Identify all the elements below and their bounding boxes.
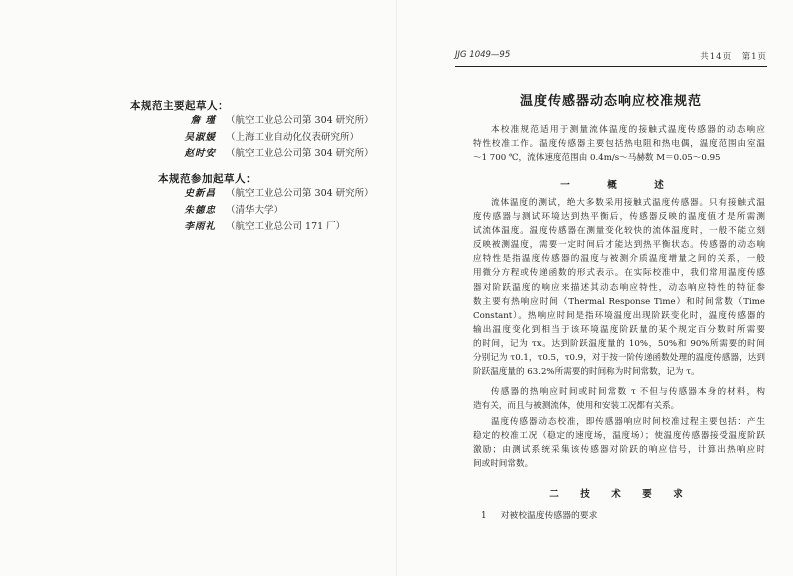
sub-item-text: 对被校温度传感器的要求 — [500, 511, 598, 521]
drafter-row — [176, 202, 374, 219]
drafter-row — [176, 129, 374, 146]
drafter-row — [176, 112, 374, 129]
text-line: 反映被测温度，需要一定时间后才能达到热平衡状态。传感器的动态响 — [473, 240, 765, 251]
drafter-org: （航空工业总公司第 304 研究所） — [226, 188, 374, 199]
section-1-title: 一 概 述 — [560, 180, 678, 191]
drafter-org: （航空工业总公司第 304 研究所） — [226, 148, 374, 159]
doc-code: JJG 1049—95 — [455, 50, 511, 60]
text-line: 流体温度的测试，绝大多数采用接触式温度传感器。只有接触式温 — [491, 198, 765, 208]
drafter-org: （清华大学） — [226, 204, 284, 216]
main-drafters-list — [176, 112, 374, 162]
drafter-org: （航空工业总公司 171 厂） — [226, 221, 346, 232]
drafter-name: 詹 瑾 — [190, 115, 216, 126]
overview-paragraph-1 — [473, 196, 765, 379]
text-line: 本校准规范适用于测量流体温度的接触式温度传感器的动态响应 — [491, 125, 765, 135]
drafter-org: （航空工业总公司第 304 研究所） — [226, 115, 374, 126]
drafter-row — [176, 145, 374, 162]
drafter-name: 李雨礼 — [184, 221, 216, 232]
section-2-title: 二 技 术 要 求 — [549, 489, 689, 500]
intro-paragraph — [473, 123, 765, 165]
text-line: 阶跃温度量的 63.2%所需要的时间称为时间常数，记为 τ。 — [473, 367, 700, 378]
text-line: ～1 700 ℃，流体速度范围由 0.4m/s～马赫数 M＝0.05～0.95 — [473, 153, 721, 164]
text-line: 的时间，记为 τx。达到阶跃温度量的 10%，50%和 90%所需要的时间 — [473, 338, 765, 349]
drafter-row — [176, 218, 374, 235]
text-line: 特性校准工作。温度传感器主要包括热电阻和热电偶，温度范围由室温 — [473, 139, 765, 150]
left-page — [0, 0, 396, 576]
participating-drafters-heading: 本规范参加起草人： — [158, 173, 257, 185]
drafter-org: （上海工业自动化仪表研究所） — [226, 131, 360, 143]
page-info: 共14页 第1页 — [700, 52, 767, 62]
text-line: 用微分方程或传递函数的形式表示。在实际校准中，我们常用温度传感 — [473, 268, 765, 279]
main-drafters-heading: 本规范主要起草人： — [130, 100, 229, 112]
text-line: 度传感器与测试环境达到热平衡后，传感器反映的温度值才是所需测 — [473, 212, 765, 223]
text-line: 试流体温度。温度传感器在测量变化较快的流体温度时，一般不能立刻 — [473, 226, 765, 237]
drafter-name: 赵时安 — [184, 148, 216, 159]
text-line: 温度传感器动态校准，即传感器响应时间校准过程主要包括：产生 — [491, 417, 765, 427]
drafter-name: 吴淑媛 — [184, 131, 216, 143]
overview-paragraph-3 — [473, 415, 765, 471]
text-line: 应特性是指温度传感器的温度与被测介质温度增量之间的关系，一般 — [473, 254, 765, 265]
text-line: 稳定的校准工况（稳定的速度场，温度场）；使温度传感器接受温度阶跃 — [473, 431, 765, 442]
text-line: Constant）。热响应时间是指环境温度出现阶跃变化时，温度传感器的 — [473, 310, 765, 321]
text-line: 输出温度变化到相当于该环境温度阶跃量的某个规定百分数时所需要 — [473, 324, 765, 335]
drafter-name: 史新昌 — [184, 188, 216, 199]
text-line: 激励；由测试系统采集该传感器对阶跃的响应信号，计算出热响应时 — [473, 445, 765, 456]
header-rule — [455, 66, 767, 67]
running-header — [455, 50, 767, 64]
participating-drafters-list — [176, 185, 374, 235]
text-line: 造有关，而且与被测流体，使用和安装工况都有关系。 — [473, 401, 680, 412]
sub-item-1 — [481, 508, 597, 521]
sub-item-number: 1 — [481, 511, 487, 521]
drafter-row — [176, 185, 374, 202]
overview-paragraph-2 — [473, 385, 765, 413]
text-line: 器对阶跃温度的响应来描述其动态响应特性，动态响应特性的特征参 — [473, 282, 765, 293]
drafter-name: 朱德忠 — [184, 204, 216, 216]
right-page — [397, 0, 793, 576]
text-line: 间或时间常数。 — [473, 459, 534, 470]
text-line: 数主要有热响应时间（Thermal Response Time）和时间常数（Time — [473, 296, 765, 307]
text-line: 传感器的热响应时间或时间常数 τ 不但与传感器本身的材料，构 — [491, 387, 765, 397]
text-line: 分别记为 τ0.1，τ0.5，τ0.9，对于按一阶传递函数处理的温度传感器，达到 — [473, 353, 765, 364]
document-title: 温度传感器动态响应校准规范 — [519, 94, 702, 109]
